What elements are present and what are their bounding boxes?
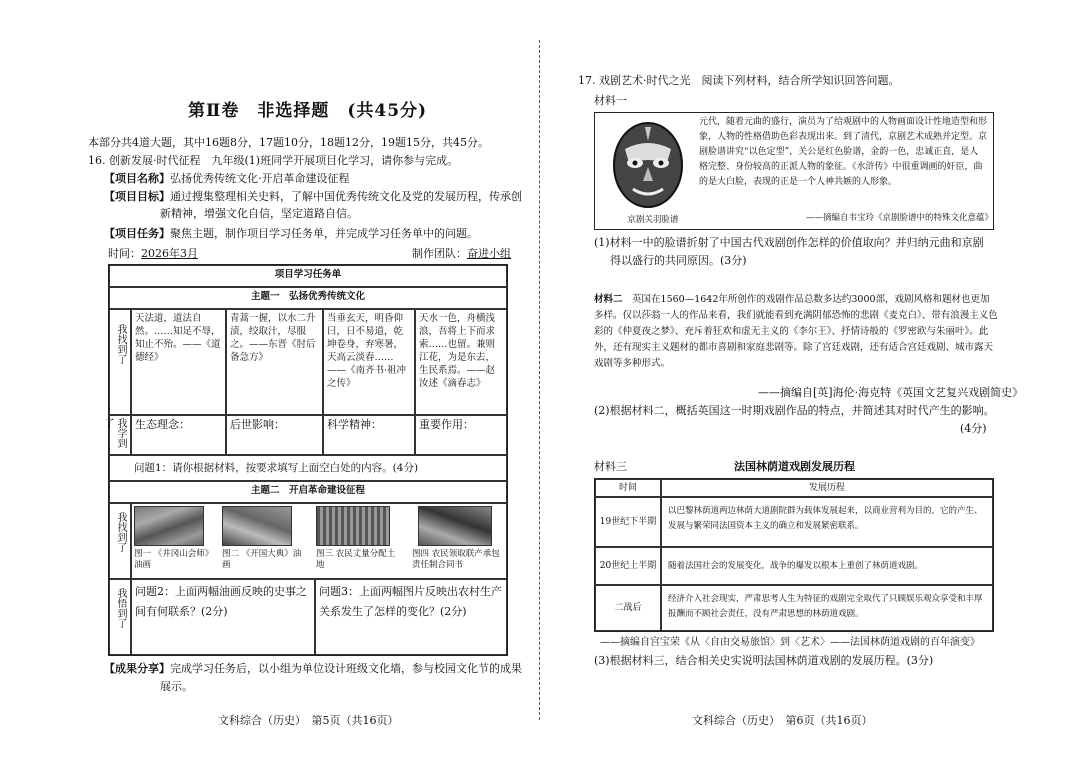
- material-2-label: 材料二: [594, 294, 623, 305]
- caption-fig1: 图一 《井冈山会师》油画: [134, 549, 214, 570]
- opera-mask-image: [605, 119, 691, 213]
- time-value: 2026年3月: [141, 247, 198, 260]
- question-17-1b: 得以盛行的共同原因。(3分): [610, 254, 747, 267]
- question-2: 问题2：上面两幅油画反映的史事之间有何联系？(2分): [131, 579, 315, 655]
- material-1-label: 材料一: [594, 94, 627, 107]
- row-time: 20世纪上半期: [595, 547, 661, 585]
- learn-label: 我学到了: [109, 415, 131, 455]
- team-label: 制作团队：: [412, 247, 467, 260]
- photo-household-contract: [418, 506, 492, 546]
- left-footer: 文科综合（历史） 第5页（共16页）: [218, 714, 399, 727]
- material-2-text: 英国在1560—1642年所创作的戏剧作品总数多达约3000部，戏剧风格和题材也更加多样。仅以莎翁一人的作品来看，我们就能看到充满阴郁恐怖的悲剧《麦克白》、带有浪漫主义色彩的《仲夏夜之梦》、充斥着狂欢和虚无主义的《李尔王》、抒情诗般的《罗密欧与朱丽叶》。此外，还有现实主义题材的都市喜剧和家庭悲剧等。除了宫廷戏剧，还有适合宫廷戏剧、城市露天戏剧等多种形式。: [594, 294, 998, 369]
- material-3-label: 材料三: [594, 460, 627, 473]
- caption-fig3: 图三 农民丈量分配土地: [316, 549, 396, 570]
- row-course: 随着法国社会的发展变化，战争的爆发以根本上重创了林荫道戏剧。: [661, 547, 993, 585]
- caption-fig4: 图四 农民领取联产承包责任制合同书: [412, 549, 500, 570]
- learn-influence: 后世影响：: [226, 415, 323, 455]
- share-label: 【成果分享】: [104, 662, 170, 675]
- question-17-1a: (1)材料一中的脸谱折射了中国古代戏剧创作怎样的价值取向？并归纳元曲和京剧: [594, 236, 984, 249]
- question-17-stem: 17. 戏剧艺术·时代之光 阅读下列材料，结合所学知识回答问题。: [578, 74, 900, 87]
- project-task-line: [104, 227, 478, 241]
- quote-dichunzhi: 天水一色，舟横浅浪，吾将上下而求索……也留。兼则江花，为是东去，生民系焉。——赵汝述《滴春志》: [415, 309, 507, 415]
- painting-founding-ceremony: [222, 506, 292, 546]
- project-task-label: 【项目任务】: [104, 227, 170, 240]
- learn-ecology: 生态理念：: [131, 415, 226, 455]
- material-1-text: 元代，随着元曲的盛行，演员为了给观剧中的人物画面设计性地造型和形象，人物的性格借助色彩表现出来。到了清代，京剧艺术成熟并定型。京剧脸谱讲究“以色定型”，关公是红色脸谱，金韵一色，忠诚正直，是人格完整、身份较高的正派人物的象征。《水浒传》中很重调画的奸臣，曲的是大白脸，表现的正是一个人神共嫉的人形象。: [699, 117, 988, 187]
- project-name: 弘扬优秀传统文化·开启革命建设征程: [170, 172, 350, 185]
- time-line: [108, 247, 198, 261]
- project-task: 聚焦主题，制作项目学习任务单，并完成学习任务单中的问题。: [170, 227, 478, 240]
- learn-science: 科学精神：: [323, 415, 415, 455]
- material-1-source: ——摘编自韦宝玲《京剧脸谱中的特殊文化意蕴》: [805, 213, 993, 223]
- project-goal-label: 【项目目标】: [104, 190, 170, 203]
- theme1-header: 主题一 弘扬优秀传统文化: [109, 287, 507, 309]
- row-course: 经济介入社会现实，严肃思考人生为特征的戏剧完全取代了只顾娱乐观众享受和丰厚报酬而不顾社会责任，没有严肃思想的林荫道戏剧。: [661, 585, 993, 631]
- row-course: 以巴黎林荫道两边林荫大道剧院群为载体发展起来，以商业营利为目的，它的产生、发展与繁荣同法国资本主义的确立和发展紧密联系。: [661, 497, 993, 547]
- quote-zhouhou: 青蒿一握，以水二升渍，绞取汁，尽服之。——东晋《肘后备急方》: [226, 309, 323, 415]
- share-text-2: 展示。: [160, 680, 193, 693]
- learn-role: 重要作用：: [415, 415, 507, 455]
- project-goal-1: 通过搜集整理相关史料，了解中国优秀传统文化及党的发展历程，传承创: [170, 190, 522, 203]
- quote-zuchongzhi: 当垂玄天，明昏仰曰，日不易道，乾坤卷身，弃寒暑，天高云淡春……——《南齐书·祖冲之传》: [323, 309, 415, 415]
- find2-label: 我找到了: [109, 503, 131, 579]
- project-goal-line: [104, 190, 522, 204]
- material-2-source: ——摘编自[英]海伦·海克特《英国文艺复兴戏剧简史》: [758, 386, 1024, 399]
- team-value: 奋进小组: [467, 247, 511, 260]
- question-17-3: (3)根据材料三，结合相关史实说明法国林荫道戏剧的发展历程。(3分): [594, 654, 934, 667]
- mask-caption: 京剧关羽脸谱: [627, 215, 679, 225]
- material-1-box: [594, 112, 994, 230]
- project-name-line: [104, 172, 350, 186]
- project-goal-2: 新精神，增强文化自信，坚定道路自信。: [160, 207, 358, 220]
- question-17-2: (2)根据材料二，概括英国这一时期戏剧作品的特点，并简述其对时代产生的影响。: [594, 404, 995, 417]
- share-text-1: 完成学习任务后，以小组为单位设计班级文化墙，参与校园文化节的成果: [170, 662, 522, 675]
- find-label: 我找到了: [109, 309, 131, 415]
- photo-land-reform: [316, 506, 390, 546]
- team-line: [412, 247, 511, 261]
- project-name-label: 【项目名称】: [104, 172, 170, 185]
- right-page: [540, 0, 1080, 764]
- row-time: 19世纪下半期: [595, 497, 661, 547]
- theme2-header: 主题二 开启革命建设征程: [109, 481, 507, 503]
- think-label: 我悟到了: [109, 579, 131, 655]
- caption-fig2: 图二 《开国大典》油画: [222, 549, 302, 570]
- row-time: 二战后: [595, 585, 661, 631]
- question-3: 问题3：上面两幅图片反映出农村生产关系发生了怎样的变化？(2分): [315, 579, 507, 655]
- quote-daodejing: 天法道，道法自然。……知足不辱，知止不殆。——《道德经》: [131, 309, 226, 415]
- col-course-header: 发展历程: [661, 479, 993, 497]
- question-17-2-score: (4分): [960, 422, 987, 435]
- question-16-stem: 16. 创新发展·时代征程 九年级(1)班同学开展项目化学习，请你参与完成。: [88, 154, 459, 167]
- material-3-source: ——摘编自宫宝荣《从〈自由交易旅馆〉到〈艺术〉——法国林荫道戏剧的百年演变》: [600, 637, 980, 648]
- time-label: 时间：: [108, 247, 141, 260]
- material-2: [594, 292, 998, 372]
- task-table-title: 项目学习任务单: [109, 265, 507, 287]
- question-1: 问题1：请你根据材料，按要求填写上面空白处的内容。(4分): [109, 455, 507, 481]
- share-line: [104, 662, 522, 676]
- section-intro: 本部分共4道大题，其中16题8分，17题10分，18题12分，19题15分，共45分。: [88, 136, 489, 149]
- col-time-header: 时间: [595, 479, 661, 497]
- painting-jinggangshan: [134, 506, 204, 546]
- material-3-table: [594, 478, 994, 632]
- material-3-title: 法国林荫道戏剧发展历程: [734, 460, 855, 473]
- task-table: [102, 264, 508, 656]
- right-footer: 文科综合（历史） 第6页（共16页）: [692, 714, 873, 727]
- section-title: 第Ⅱ卷 非选择题 (共45分): [188, 101, 428, 121]
